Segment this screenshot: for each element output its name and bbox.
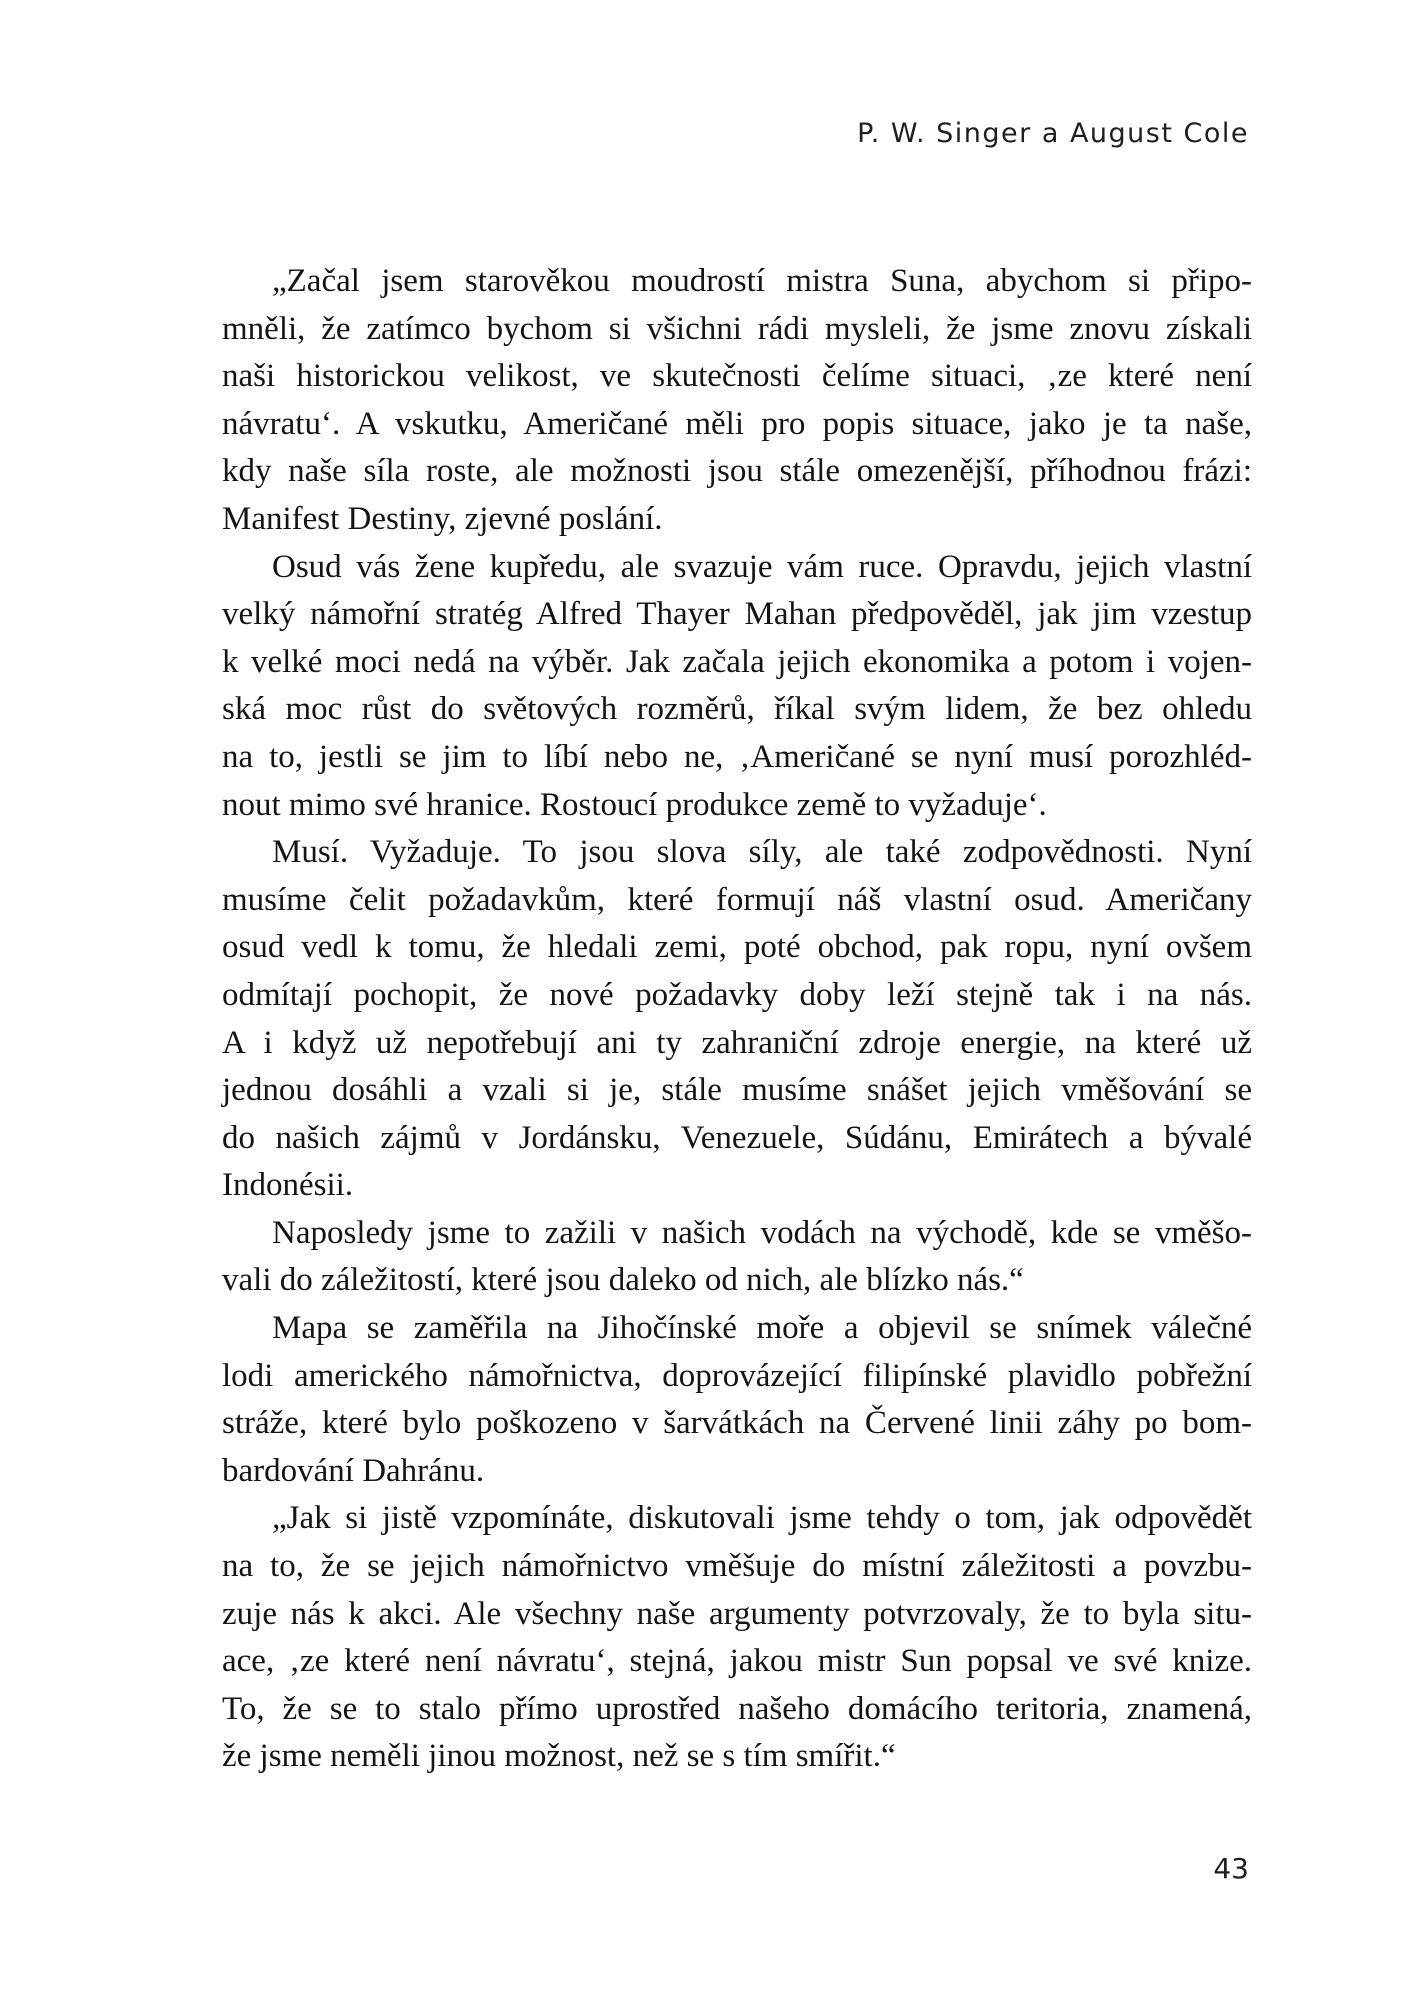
text-line: osud vedl k tomu, že hledali zemi, poté obchod, pak ropu, nyní ovšem	[222, 929, 1252, 966]
paragraph	[222, 829, 1252, 1210]
text-line: stráže, které bylo poškozeno v šarvátkách na Červené linii záhy po bom-	[222, 1405, 1252, 1442]
paragraph	[222, 544, 1252, 830]
text-line: Indonésii.	[222, 1167, 354, 1204]
text-line: vali do záležitostí, které jsou daleko od nich, ale blízko nás.“	[222, 1262, 1024, 1299]
text-line: na to, že se jejich námořnictvo vměšuje do místní záležitosti a povzbu-	[222, 1548, 1252, 1585]
text-line: A i když už nepotřebují ani ty zahraniční zdroje energie, na které už	[222, 1024, 1252, 1061]
paragraph	[222, 258, 1252, 544]
text-line: „Začal jsem starověkou moudrostí mistra Suna, abychom si připo-	[272, 263, 1252, 299]
text-line: velký námořní stratég Alfred Thayer Mahan předpověděl, jak jim vzestup	[222, 596, 1252, 633]
text-line: na to, jestli se jim to líbí nebo ne, ‚Američané se nyní musí porozhléd-	[222, 738, 1252, 775]
text-line: bardování Dahránu.	[222, 1452, 485, 1489]
text-line: do našich zájmů v Jordánsku, Venezuele, Súdánu, Emirátech a bývalé	[222, 1119, 1252, 1156]
text-line: ace, ‚ze které není návratu‘, stejná, jakou mistr Sun popsal ve své knize.	[222, 1643, 1252, 1680]
paragraph	[222, 1305, 1252, 1495]
text-line: naši historickou velikost, ve skutečnosti čelíme situaci, ‚ze které není	[222, 358, 1252, 395]
running-head: P. W. Singer a August Cole	[857, 118, 1249, 149]
text-line: Osud vás žene kupředu, ale svazuje vám ruce. Opravdu, jejich vlastní	[272, 548, 1252, 585]
text-line: kdy naše síla roste, ale možnosti jsou stále omezenější, příhodnou frázi:	[222, 453, 1252, 490]
text-line: jednou dosáhli a vzali si je, stále musíme snášet jejich vměšování se	[222, 1072, 1252, 1109]
text-line: ská moc růst do světových rozměrů, říkal svým lidem, že bez ohledu	[222, 691, 1252, 728]
text-line: lodi amerického námořnictva, doprovázející filipínské plavidlo pobřežní	[222, 1357, 1252, 1394]
text-line: To, že se to stalo přímo uprostřed našeho domácího teritoria, znamená,	[222, 1690, 1252, 1727]
text-line: nout mimo své hranice. Rostoucí produkce země to vyžaduje‘.	[222, 786, 1047, 823]
text-line: odmítají pochopit, že nové požadavky doby leží stejně tak i na nás.	[222, 976, 1252, 1013]
text-line: k velké moci nedá na výběr. Jak začala jejich ekonomika a potom i vojen-	[222, 643, 1252, 680]
text-line: Naposledy jsme to zažili v našich vodách na východě, kde se vměšo-	[272, 1214, 1252, 1251]
body-text	[222, 258, 1252, 1781]
text-line: mněli, že zatímco bychom si všichni rádi mysleli, že jsme znovu získali	[222, 310, 1252, 347]
page-number: 43	[1213, 1852, 1249, 1885]
text-line: návratu‘. A vskutku, Američané měli pro popis situace, jako je ta naše,	[222, 405, 1252, 442]
text-line: „Jak si jistě vzpomínáte, diskutovali jsme tehdy o tom, jak odpovědět	[272, 1500, 1252, 1537]
text-line: že jsme neměli jinou možnost, než se s tím smířit.“	[222, 1738, 896, 1775]
text-line: Manifest Destiny, zjevné poslání.	[222, 500, 663, 537]
paragraph	[222, 1495, 1252, 1781]
text-line: Musí. Vyžaduje. To jsou slova síly, ale také zodpovědnosti. Nyní	[272, 834, 1252, 871]
text-line: Mapa se zaměřila na Jihočínské moře a objevil se snímek válečné	[272, 1310, 1252, 1347]
paragraph	[222, 1210, 1252, 1305]
text-line: musíme čelit požadavkům, které formují náš vlastní osud. Američany	[222, 881, 1252, 918]
text-line: zuje nás k akci. Ale všechny naše argumenty potvrzovaly, že to byla situ-	[222, 1595, 1252, 1632]
